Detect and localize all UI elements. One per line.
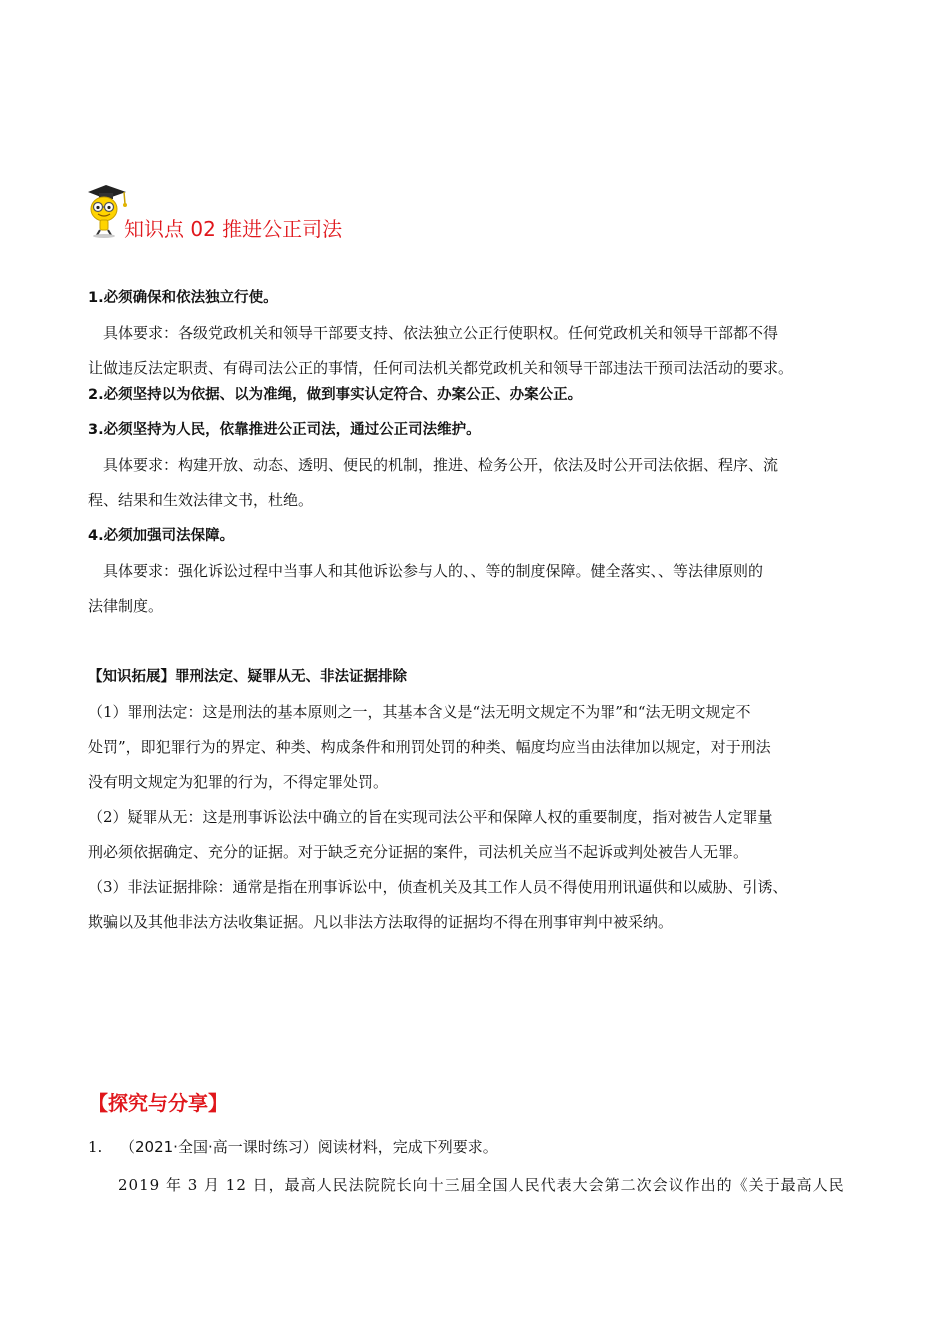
point-detail-line: 法律制度。 <box>88 597 164 615</box>
extension-line: （1）罪刑法定：这是刑法的基本原则之一，其基本含义是“法无明文规定不为罪”和“法无明文规定不 <box>88 703 751 721</box>
point-1 <box>88 281 878 386</box>
point-3 <box>88 413 878 518</box>
extension-line: （3）非法证据排除：通常是指在刑事诉讼中，侦查机关及其工作人员不得使用刑讯逼供和以威胁、引诱、 <box>88 878 788 896</box>
extension-line: 刑必须依据确定、充分的证据。对于缺乏充分证据的案件，司法机关应当不起诉或判处被告人无罪。 <box>88 843 749 861</box>
extension-title: 【知识拓展】罪刑法定、疑罪从无、非法证据排除 <box>88 669 407 685</box>
point-detail-line: 让做违反法定职责、有碍司法公正的事情，任何司法机关都党政机关和领导干部违法干预司法活动的要求。 <box>88 359 794 377</box>
point-detail-line: 程、结果和生效法律文书，杜绝。 <box>88 491 314 509</box>
point-title: 3.必须坚持为人民，依靠推进公正司法，通过公正司法维护。 <box>88 422 481 438</box>
extension-line: 欺骗以及其他非法方法收集证据。凡以非法方法取得的证据均不得在刑事审判中被采纳。 <box>88 913 674 931</box>
question-source: （2021·全国·高一课时练习） <box>120 1138 318 1156</box>
extension-line: 没有明文规定为犯罪的行为，不得定罪处罚。 <box>88 773 389 791</box>
point-title: 1.必须确保和依法独立行使。 <box>88 290 278 306</box>
section-heading: 知识点 02 推进公正司法 <box>124 217 343 241</box>
explore-share-heading: 【探究与分享】 <box>88 1091 228 1115</box>
point-title: 4.必须加强司法保障。 <box>88 528 235 544</box>
question-number: 1. <box>88 1138 103 1156</box>
question-prompt: 阅读材料，完成下列要求。 <box>317 1138 498 1156</box>
knowledge-extension <box>88 660 878 940</box>
extension-line: （2）疑罪从无：这是刑事诉讼法中确立的旨在实现司法公平和保障人权的重要制度，指对被告人定罪量 <box>88 808 773 826</box>
question-material: 2019 年 3 月 12 日，最高人民法院院长向十三届全国人民代表大会第二次会议作出的《关于最高人民 <box>118 1176 845 1194</box>
point-2 <box>88 378 878 413</box>
extension-line: 处罚”，即犯罪行为的界定、种类、构成条件和刑罚处罚的种类、幅度均应当由法律加以规定，对于刑法 <box>88 738 771 756</box>
point-detail-line: 具体要求：强化诉讼过程中当事人和其他诉讼参与人的、、等的制度保障。健全落实、、等法律原则的 <box>103 562 764 580</box>
point-4 <box>88 519 878 624</box>
question-1 <box>88 1136 498 1157</box>
point-detail-line: 具体要求：构建开放、动态、透明、便民的机制，推进、检务公开，依法及时公开司法依据、程序、流 <box>103 456 779 474</box>
point-detail-line: 具体要求：各级党政机关和领导干部要支持、依法独立公正行使职权。任何党政机关和领导干部都不得 <box>103 324 779 342</box>
point-title: 2.必须坚持以为依据、以为准绳，做到事实认定符合、办案公正、办案公正。 <box>88 387 583 403</box>
